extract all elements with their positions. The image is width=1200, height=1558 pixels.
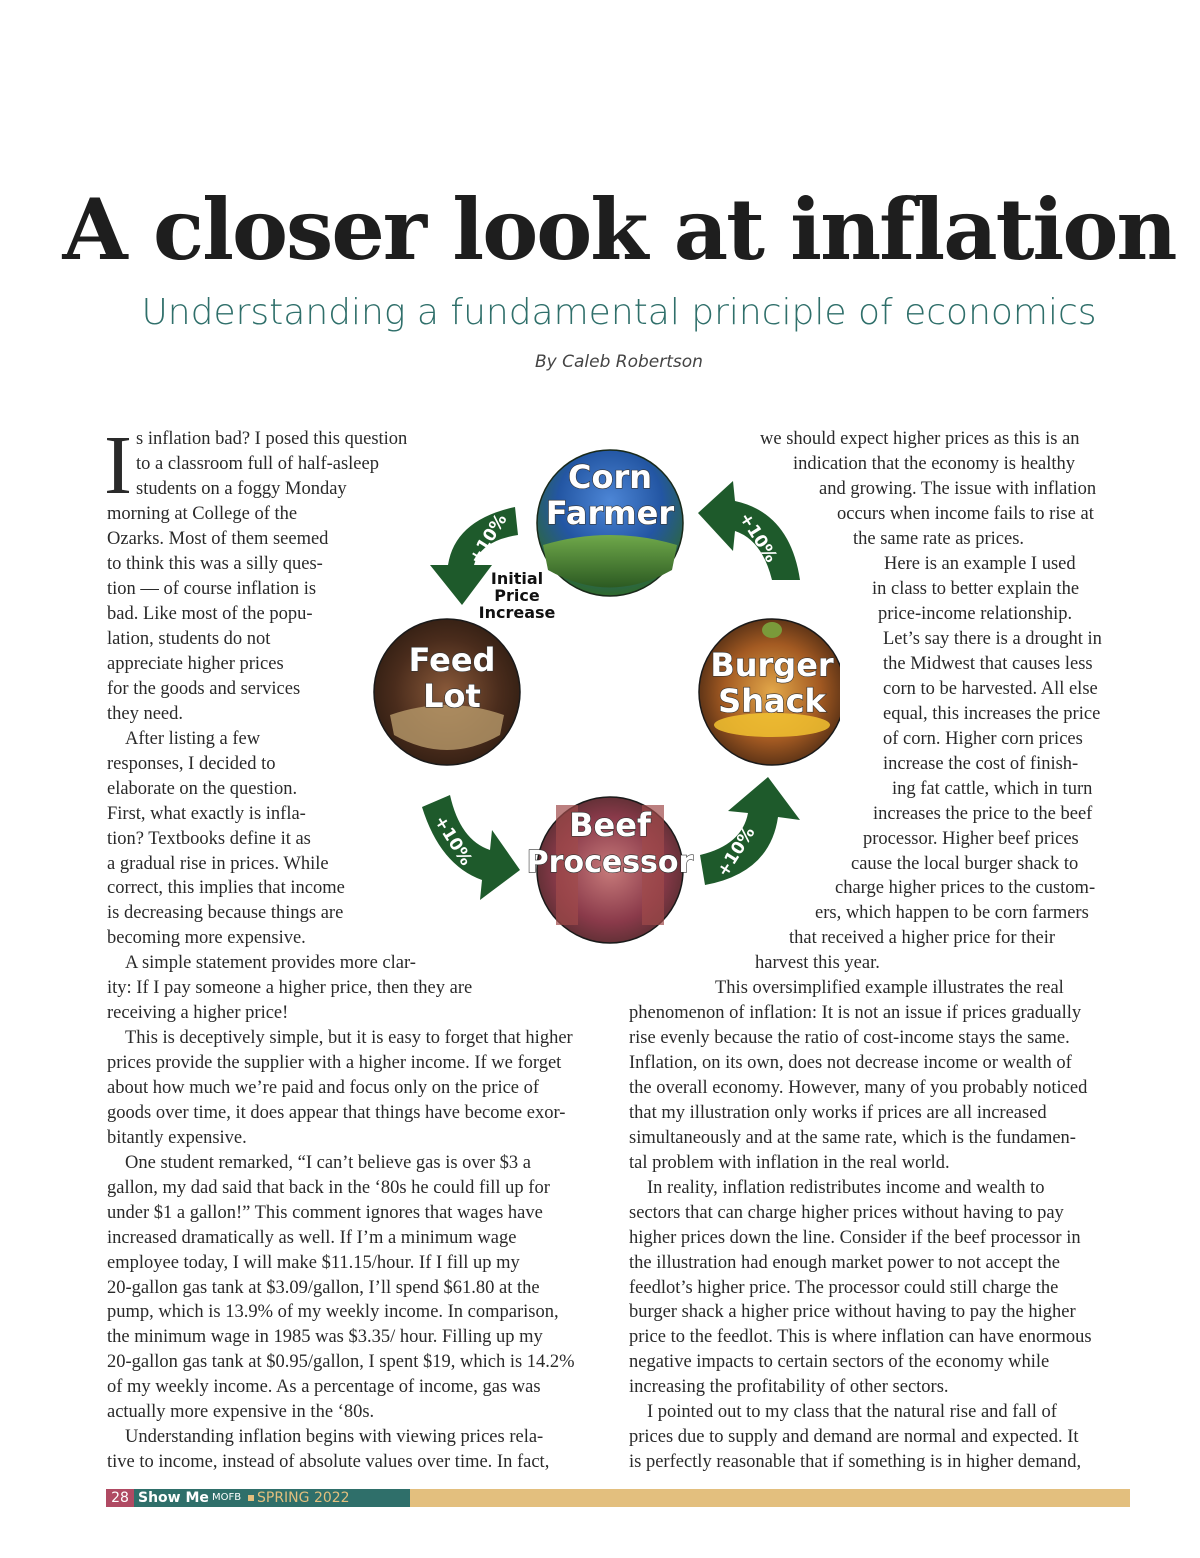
text-line: price to the feedlot. This is where inflation can have enormous (629, 1327, 1092, 1347)
text-line: in class to better explain the (872, 579, 1080, 599)
text-line: prices due to supply and demand are normal and expected. It (629, 1427, 1079, 1447)
text-line: In reality, inflation redistributes income and wealth to (647, 1178, 1045, 1198)
text-line: simultaneously and at the same rate, which is the fundamen- (629, 1128, 1076, 1148)
text-line: to a classroom full of half-asleep (136, 454, 379, 474)
text-line: that my illustration only works if prices are all increased (629, 1103, 1047, 1123)
org-name: MOFB (212, 1492, 242, 1503)
text-line: ing fat cattle, which in turn (892, 779, 1093, 799)
pct-label-3: +10% (713, 823, 760, 881)
text-line: of my weekly income. As a percentage of income, gas was (107, 1377, 541, 1397)
text-line: Here is an example I used (884, 554, 1076, 574)
text-line: the illustration had enough market power to not accept the (629, 1253, 1061, 1273)
initial-label-3: Increase (478, 603, 556, 622)
drop-cap: I (104, 419, 132, 512)
feed-lot-label-2: Lot (423, 677, 481, 715)
article-subtitle: Understanding a fundamental principle of economics (141, 292, 1097, 333)
corn-farmer-label-1: Corn (567, 458, 653, 496)
burger-shack-label-1: Burger (710, 646, 834, 684)
inflation-cycle-diagram (360, 445, 840, 955)
text-line: tal problem with inflation in the real world. (629, 1153, 950, 1173)
text-line: becoming more expensive. (107, 928, 306, 948)
text-line: and growing. The issue with inflation (819, 479, 1097, 499)
text-line: tive to income, instead of absolute values over time. In fact, (107, 1452, 550, 1472)
feed-lot-label-1: Feed (408, 641, 496, 679)
text-line: Ozarks. Most of them seemed (107, 529, 329, 549)
feed-lot-node (374, 619, 520, 765)
text-line: equal, this increases the price (883, 704, 1101, 724)
text-line: 20-gallon gas tank at $0.95/gallon, I spent $19, which is 14.2% (107, 1352, 575, 1372)
initial-label-2: Price (494, 586, 540, 605)
burger-shack-label-2: Shack (718, 682, 826, 720)
text-line: ity: If I pay someone a higher price, then they are (107, 978, 473, 998)
text-line: I pointed out to my class that the natural rise and fall of (647, 1402, 1057, 1422)
text-line: we should expect higher prices as this is an (760, 429, 1080, 449)
page-number: 28 (106, 1489, 134, 1507)
beef-processor-label-2: Processor (526, 845, 694, 880)
text-line: ers, which happen to be corn farmers (815, 903, 1089, 923)
arrow-burger-to-corn (698, 481, 800, 580)
text-line: the Midwest that causes less (883, 654, 1093, 674)
byline: By Caleb Robertson (535, 352, 703, 372)
text-line: tion — of course inflation is (107, 579, 317, 599)
issue-season: SPRING 2022 (257, 1490, 350, 1506)
text-line: to think this was a silly ques- (107, 554, 323, 574)
text-line: feedlot’s higher price. The processor could still charge the (629, 1278, 1059, 1298)
corn-farmer-label-2: Farmer (545, 494, 675, 532)
text-line: for the goods and services (107, 679, 301, 699)
text-line: lation, students do not (107, 629, 271, 649)
text-line: morning at College of the (107, 504, 298, 524)
text-line: harvest this year. (755, 953, 880, 973)
initial-price-increase-label (479, 569, 556, 622)
text-line: a gradual rise in prices. While (107, 854, 329, 874)
text-line: the overall economy. However, many of you probably noticed (629, 1078, 1088, 1098)
text-line: that received a higher price for their (789, 928, 1056, 948)
text-line: gallon, my dad said that back in the ‘80s he could fill up for (107, 1178, 550, 1198)
text-line: they need. (107, 704, 184, 724)
burger-shack-node (699, 619, 840, 765)
text-line: prices provide the supplier with a higher income. If we forget (107, 1053, 562, 1073)
text-line: increases the price to the beef (873, 804, 1093, 824)
text-line: This oversimplified example illustrates the real (715, 978, 1064, 998)
pct-label-1: +10% (465, 510, 512, 568)
text-line: is perfectly reasonable that if something is in higher demand, (629, 1452, 1082, 1472)
text-line: students on a foggy Monday (136, 479, 347, 499)
text-line: After listing a few (125, 729, 261, 749)
text-line: increased dramatically as well. If I’m a minimum wage (107, 1228, 517, 1248)
footer-separator-square (248, 1495, 254, 1501)
article-title: A closer look at inflation (62, 180, 1176, 279)
text-line: A simple statement provides more clar- (125, 953, 416, 973)
arrow-feedlot-to-beef (422, 795, 520, 900)
text-line: correct, this implies that income (107, 878, 345, 898)
text-line: bad. Like most of the popu- (107, 604, 313, 624)
text-line: Inflation, on its own, does not decrease income or wealth of (629, 1053, 1072, 1073)
text-line: receiving a higher price! (107, 1003, 289, 1023)
text-line: of corn. Higher corn prices (883, 729, 1083, 749)
text-line: Let’s say there is a drought in (883, 629, 1102, 649)
text-line: about how much we’re paid and focus only on the price of (107, 1078, 540, 1098)
text-line: increase the cost of finish- (883, 754, 1079, 774)
text-line: indication that the economy is healthy (793, 454, 1076, 474)
beef-processor-label-1: Beef (569, 806, 651, 844)
text-line: pump, which is 13.9% of my weekly income. In comparison, (107, 1302, 559, 1322)
text-line: higher prices down the line. Consider if the beef processor in (629, 1228, 1081, 1248)
text-line: Understanding inflation begins with viewing prices rela- (125, 1427, 544, 1447)
text-line: elaborate on the question. (107, 779, 298, 799)
text-line: phenomenon of inflation: It is not an issue if prices gradually (629, 1003, 1082, 1023)
text-line: the minimum wage in 1985 was $3.35/ hour. Filling up my (107, 1327, 543, 1347)
arrow-beef-to-burger (700, 777, 800, 885)
text-line: increasing the profitability of other sectors. (629, 1377, 949, 1397)
initial-label-1: Initial (490, 569, 544, 588)
page-footer (106, 1489, 1130, 1507)
text-line: tion? Textbooks define it as (107, 829, 311, 849)
text-line: employee today, I will make $11.15/hour. If I fill up my (107, 1253, 520, 1273)
text-line: First, what exactly is infla- (107, 804, 306, 824)
text-line: corn to be harvested. All else (883, 679, 1098, 699)
text-line: rise evenly because the ratio of cost-income stays the same. (629, 1028, 1070, 1048)
text-line: price-income relationship. (878, 604, 1073, 624)
text-line: 20-gallon gas tank at $3.09/gallon, I’ll spend $61.80 at the (107, 1278, 540, 1298)
text-line: the same rate as prices. (853, 529, 1025, 549)
text-line: cause the local burger shack to (851, 854, 1079, 874)
cycle-diagram-svg (360, 445, 840, 955)
pct-label-4: +10% (734, 509, 781, 567)
text-line: under $1 a gallon!” This comment ignores that wages have (107, 1203, 543, 1223)
magazine-name: Show Me (138, 1490, 209, 1506)
text-line: occurs when income fails to rise at (837, 504, 1094, 524)
text-line: goods over time, it does appear that things have become exor- (107, 1103, 566, 1123)
pct-label-2: +10% (429, 812, 476, 870)
text-line: One student remarked, “I can’t believe gas is over $3 a (125, 1153, 531, 1173)
text-line: processor. Higher beef prices (863, 829, 1079, 849)
text-line: bitantly expensive. (107, 1128, 247, 1148)
text-line: responses, I decided to (107, 754, 276, 774)
text-line: This is deceptively simple, but it is easy to forget that higher (125, 1028, 573, 1048)
pickle-topping (762, 622, 782, 638)
text-line: sectors that can charge higher prices without having to pay (629, 1203, 1064, 1223)
text-line: charge higher prices to the custom- (835, 878, 1096, 898)
text-line: burger shack a higher price without having to pay the higher (629, 1302, 1076, 1322)
text-line: appreciate higher prices (107, 654, 284, 674)
text-line: actually more expensive in the ‘80s. (107, 1402, 375, 1422)
text-line: negative impacts to certain sectors of the economy while (629, 1352, 1050, 1372)
text-line: s inflation bad? I posed this question (136, 429, 408, 449)
beef-processor-node (527, 797, 694, 943)
corn-farmer-node (537, 450, 683, 596)
text-line: is decreasing because things are (107, 903, 344, 923)
